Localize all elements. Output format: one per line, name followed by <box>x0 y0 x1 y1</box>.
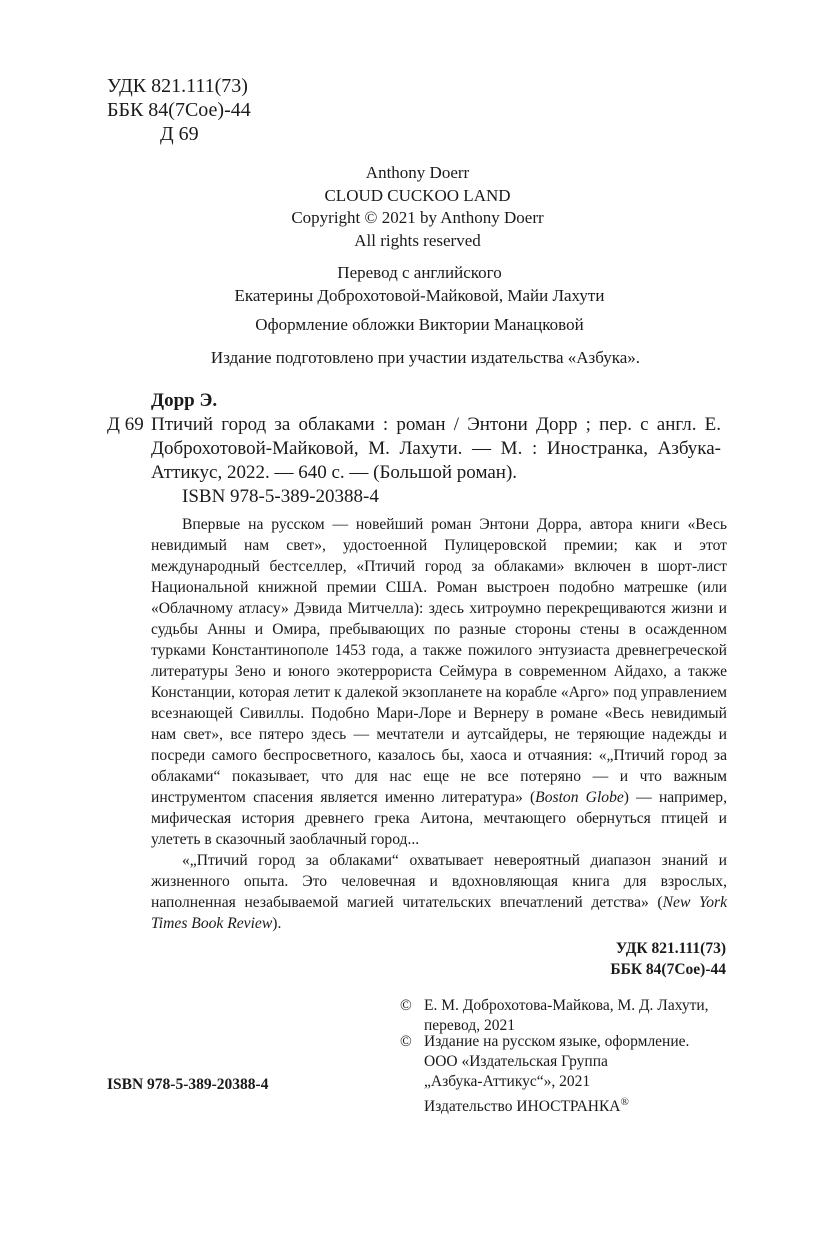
catalog-description <box>151 413 721 485</box>
edition-copyright <box>400 1032 730 1117</box>
cover-design-credit: Оформление обложки Виктории Манацковой <box>255 315 584 334</box>
copyright-symbol: © <box>400 1033 412 1050</box>
annotation-paragraph-2 <box>151 850 727 934</box>
translation-copyright <box>400 996 730 1036</box>
catalog-description-text: Птичий город за облаками : роман / Энтони Дорр ; пер. с англ. Е. Доброхотовой-Майковой, М. Лахути. — М. : Иностранка, Азбука-Аттикус, 2022. — 640 с. — (Большой роман). <box>151 414 721 483</box>
original-author: Anthony Doerr <box>365 163 470 182</box>
catalog-isbn: ISBN 978-5-389-20388-4 <box>182 486 379 507</box>
udk-code: УДК 821.111(73) <box>107 75 248 97</box>
edition-copyright-line-2: ООО «Издательская Группа <box>424 1053 608 1070</box>
edition-copyright-line-3: „Азбука-Аттикус“», 2021 <box>424 1073 591 1090</box>
edition-copyright-line-1: Издание на русском языке, оформление. <box>424 1033 690 1050</box>
footer-isbn: ISBN 978-5-389-20388-4 <box>107 1076 269 1093</box>
registered-mark: ® <box>620 1096 629 1108</box>
original-title: CLOUD CUCKOO LAND <box>324 185 511 205</box>
copyright-notice: Copyright © 2021 by Anthony Doerr <box>291 208 544 227</box>
author-mark: Д 69 <box>160 123 199 145</box>
footer-classification <box>560 938 726 980</box>
translation-copyright-line-1: Е. М. Доброхотова-Майкова, М. Д. Лахути, <box>424 997 709 1014</box>
publisher-name: Издательство ИНОСТРАНКА <box>424 1098 621 1116</box>
annotation-paragraph-1 <box>151 514 727 850</box>
annotation-p2-text: «„Птичий город за облаками“ охватывает невероятный диапазон знаний и жизненного опыта. Это человечная и вдохновляющая книга для взрослых, наполненная незабываемой магией читательских впечатлений детства» ( <box>151 852 727 911</box>
catalog-author: Дорр Э. <box>151 390 218 411</box>
publisher-note: Издание подготовлено при участии издательства «Азбука». <box>210 348 641 367</box>
annotation-p1-text: Впервые на русском — новейший роман Энтони Дорра, автора книги «Весь невидимый нам свет», удостоенной Пулицеровской премии; как и этот международный бестселлер, «Птичий город за облаками» включен в шорт-лист Национальной книжной премии США. Роман выстроен подобно матрешке (или «Облачному атласу» Дэвида Митчелла): здесь хитроумно перекрещиваются жизни и судьбы Анны и Омира, пребывающих по разные стороны стены в осажденном турками Константинополе 1453 года, а также пожилого энтузиаста древнегреческой литературы Зено и юного экотеррориста Сеймура в современном Айдахо, а также Констанции, которая летит к далекой экзопланете на корабле «Арго» под управлением всезнающей Сивиллы. Подобно Мари-Лоре и Вернеру в романе «Весь невидимый нам свет», все пятеро здесь — мечтатели и аутсайдеры, не теряющие надежды и посреди самого беспросветного, казалось бы, хаоса и отчаяния: «„Птичий город за облаками“ показывает, что для нас еще не все потеряно — и что важным инструментом спасения является именно литература» ( <box>151 516 727 806</box>
annotation-p1-tail: ) — например, мифическая история древнего грека Аитона, мечтающего обернуться птицей и улететь в сказочный заоблачный город... <box>151 789 727 848</box>
rights-notice: All rights reserved <box>354 230 481 250</box>
translation-copyright-line-2: перевод, 2021 <box>424 1017 515 1034</box>
copyright-symbol: © <box>400 997 412 1014</box>
annotation <box>151 514 727 934</box>
publisher-imprint <box>424 1092 689 1117</box>
footer-bbk: ББК 84(7Сое)-44 <box>610 961 726 978</box>
footer-udk: УДК 821.111(73) <box>615 940 726 957</box>
annotation-p2-tail: ). <box>272 915 282 932</box>
annotation-p1-source: Boston Globe <box>535 789 624 806</box>
bbk-code: ББК 84(7Сое)-44 <box>107 99 251 121</box>
classification-header <box>107 74 251 146</box>
catalog-code: Д 69 <box>107 414 144 435</box>
translation-line-1: Перевод с английского <box>337 263 502 282</box>
annotation-p2-source: New York Times Book Review <box>151 894 727 932</box>
translators: Екатерины Доброхотовой-Майковой, Майи Лахути <box>234 285 605 305</box>
translation-credits <box>6 262 827 307</box>
original-credits <box>4 162 827 252</box>
